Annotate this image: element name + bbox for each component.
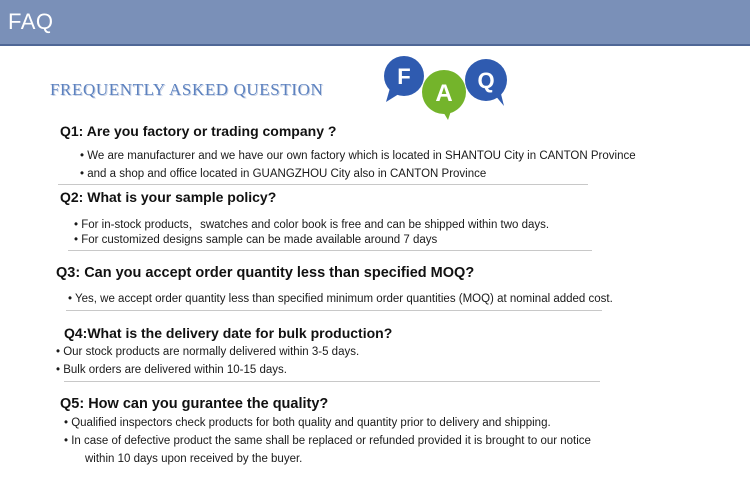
logo-letter-f: F	[397, 64, 411, 89]
faq-answer-4-1: • Our stock products are normally delivered within 3-5 days.	[56, 346, 360, 358]
faq-answer-4-2: • Bulk orders are delivered within 10-15 days.	[56, 364, 287, 376]
divider	[68, 250, 592, 251]
logo-letter-a: A	[435, 80, 453, 107]
faq-answer-3-1: • Yes, we accept order quantity less than specified minimum order quantities (MOQ) at nominal added cost.	[68, 293, 613, 305]
page-header	[0, 0, 750, 46]
faq-question-3: Q3: Can you accept order quantity less than specified MOQ?	[56, 265, 475, 281]
faq-answer-1-2: • and a shop and office located in GUANGZHOU City also in CANTON Province	[80, 168, 487, 180]
faq-banner-title: FREQUENTLY ASKED QUESTION	[50, 80, 324, 99]
header-title: FAQ	[8, 9, 54, 34]
faq-question-2: Q2: What is your sample policy?	[60, 189, 277, 205]
faq-answer-5-3: within 10 days upon received by the buyer.	[85, 453, 303, 465]
logo-bubble-q	[465, 59, 507, 106]
faq-question-1: Q1: Are you factory or trading company ?	[60, 123, 337, 139]
faq-answer-5-2: • In case of defective product the same shall be replaced or refunded provided it is brought to our notice	[64, 435, 591, 447]
logo-bubble-f	[384, 56, 424, 102]
logo-bubble-a	[422, 70, 466, 120]
divider	[64, 381, 600, 382]
faq-question-4: Q4:What is the delivery date for bulk production?	[64, 325, 393, 341]
faq-logo-icon	[382, 54, 512, 120]
faq-answer-5-1: • Qualified inspectors check products for both quality and quantity prior to delivery and shipping.	[64, 417, 551, 429]
divider	[66, 310, 602, 311]
divider	[58, 184, 588, 185]
logo-letter-q: Q	[477, 68, 495, 93]
faq-answer-2-2: • For customized designs sample can be made available around 7 days	[74, 234, 438, 246]
faq-answer-1-1: • We are manufacturer and we have our own factory which is located in SHANTOU City in CANTON Province	[80, 150, 636, 162]
faq-question-5: Q5: How can you gurantee the quality?	[60, 396, 329, 412]
faq-answer-2-1: • For in-stock products，swatches and color book is free and can be shipped within two days.	[74, 219, 550, 231]
